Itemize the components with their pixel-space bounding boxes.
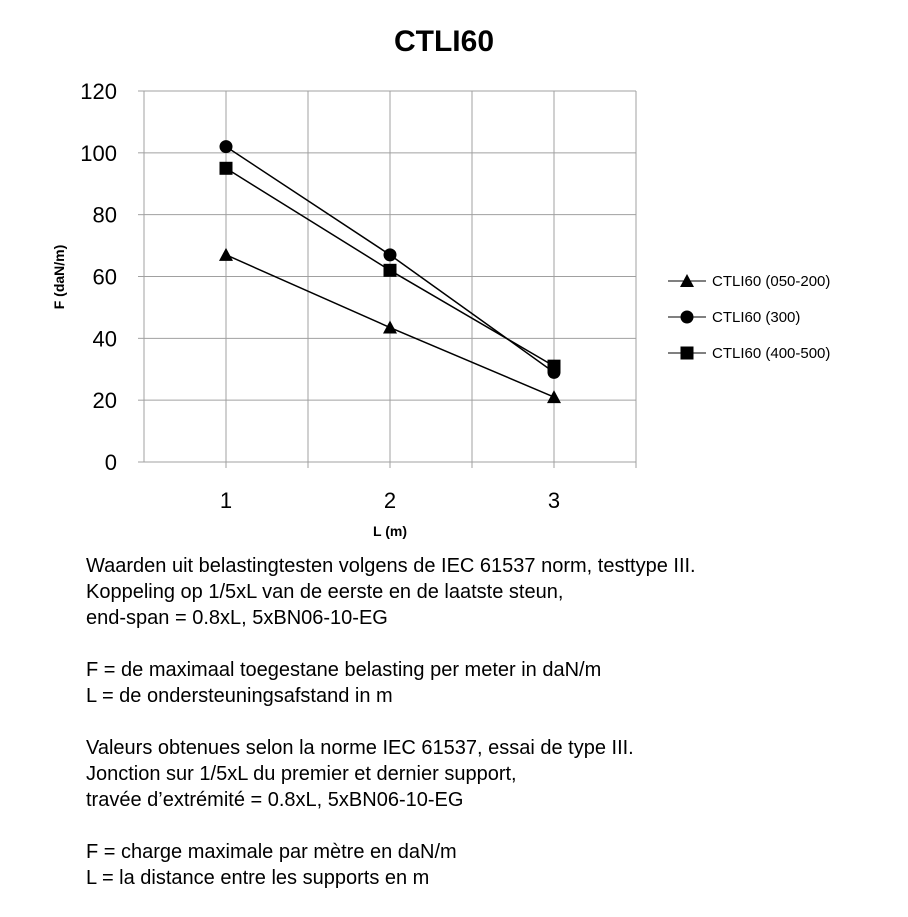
notes-block (86, 553, 886, 917)
y-tick-label: 120 (80, 79, 117, 104)
data-point-square (548, 360, 561, 373)
data-point-circle (220, 140, 233, 153)
axes (138, 91, 636, 468)
data-point-triangle (547, 390, 561, 403)
y-tick-label: 20 (92, 388, 117, 414)
y-axis-label: F (daN/m) (51, 244, 67, 310)
y-tick-label: 60 (92, 264, 117, 290)
y-tick-label: 80 (92, 202, 117, 228)
notes-line: Koppeling op 1/5xL van de eerste en de laatste steun, (86, 581, 564, 603)
x-tick-label: 3 (547, 488, 561, 513)
y-tick-labels (80, 79, 117, 475)
notes-fr-description (86, 735, 886, 813)
x-axis-label: L (m) (373, 523, 407, 539)
legend-label: CTLI60 (400-500) (712, 345, 831, 362)
notes-line: Valeurs obtenues selon la norme IEC 61537, essai de type III. (86, 737, 634, 759)
chart-title: CTLI60 (393, 25, 495, 58)
notes-line: L = la distance entre les supports en m (86, 867, 430, 889)
notes-line: travée d’extrémité = 0.8xL, 5xBN06-10-EG (86, 789, 464, 811)
x-tick-labels (220, 488, 560, 513)
notes-nl-description (86, 553, 886, 631)
legend-item (668, 345, 830, 362)
x-tick-label: 2 (383, 488, 397, 513)
y-tick-label: 40 (92, 326, 117, 352)
data-point-square (220, 162, 233, 175)
y-tick-label: 100 (80, 140, 117, 166)
data-point-triangle (383, 321, 397, 334)
notes-nl-definitions (86, 657, 886, 709)
legend-label: CTLI60 (050-200) (712, 273, 831, 290)
data-point-triangle (219, 248, 233, 261)
data-point-square (384, 264, 397, 277)
notes-line: Jonction sur 1/5xL du premier et dernier support, (86, 763, 517, 785)
data-point-circle (384, 248, 397, 261)
notes-line: F = charge maximale par mètre en daN/m (86, 841, 457, 863)
legend-marker-circle (681, 311, 694, 324)
legend (668, 273, 830, 362)
legend-label: CTLI60 (300) (712, 309, 801, 326)
notes-fr-definitions (86, 839, 886, 891)
y-tick-label: 0 (104, 450, 117, 475)
x-tick-label: 1 (219, 488, 233, 513)
legend-item (668, 309, 800, 326)
legend-marker-square (681, 347, 694, 360)
notes-line: L = de ondersteuningsafstand in m (86, 685, 393, 707)
notes-line: F = de maximaal toegestane belasting per meter in daN/m (86, 659, 602, 681)
legend-item (668, 273, 830, 290)
notes-line: Waarden uit belastingtesten volgens de IEC 61537 norm, testtype III. (86, 555, 696, 577)
notes-line: end-span = 0.8xL, 5xBN06-10-EG (86, 607, 388, 629)
